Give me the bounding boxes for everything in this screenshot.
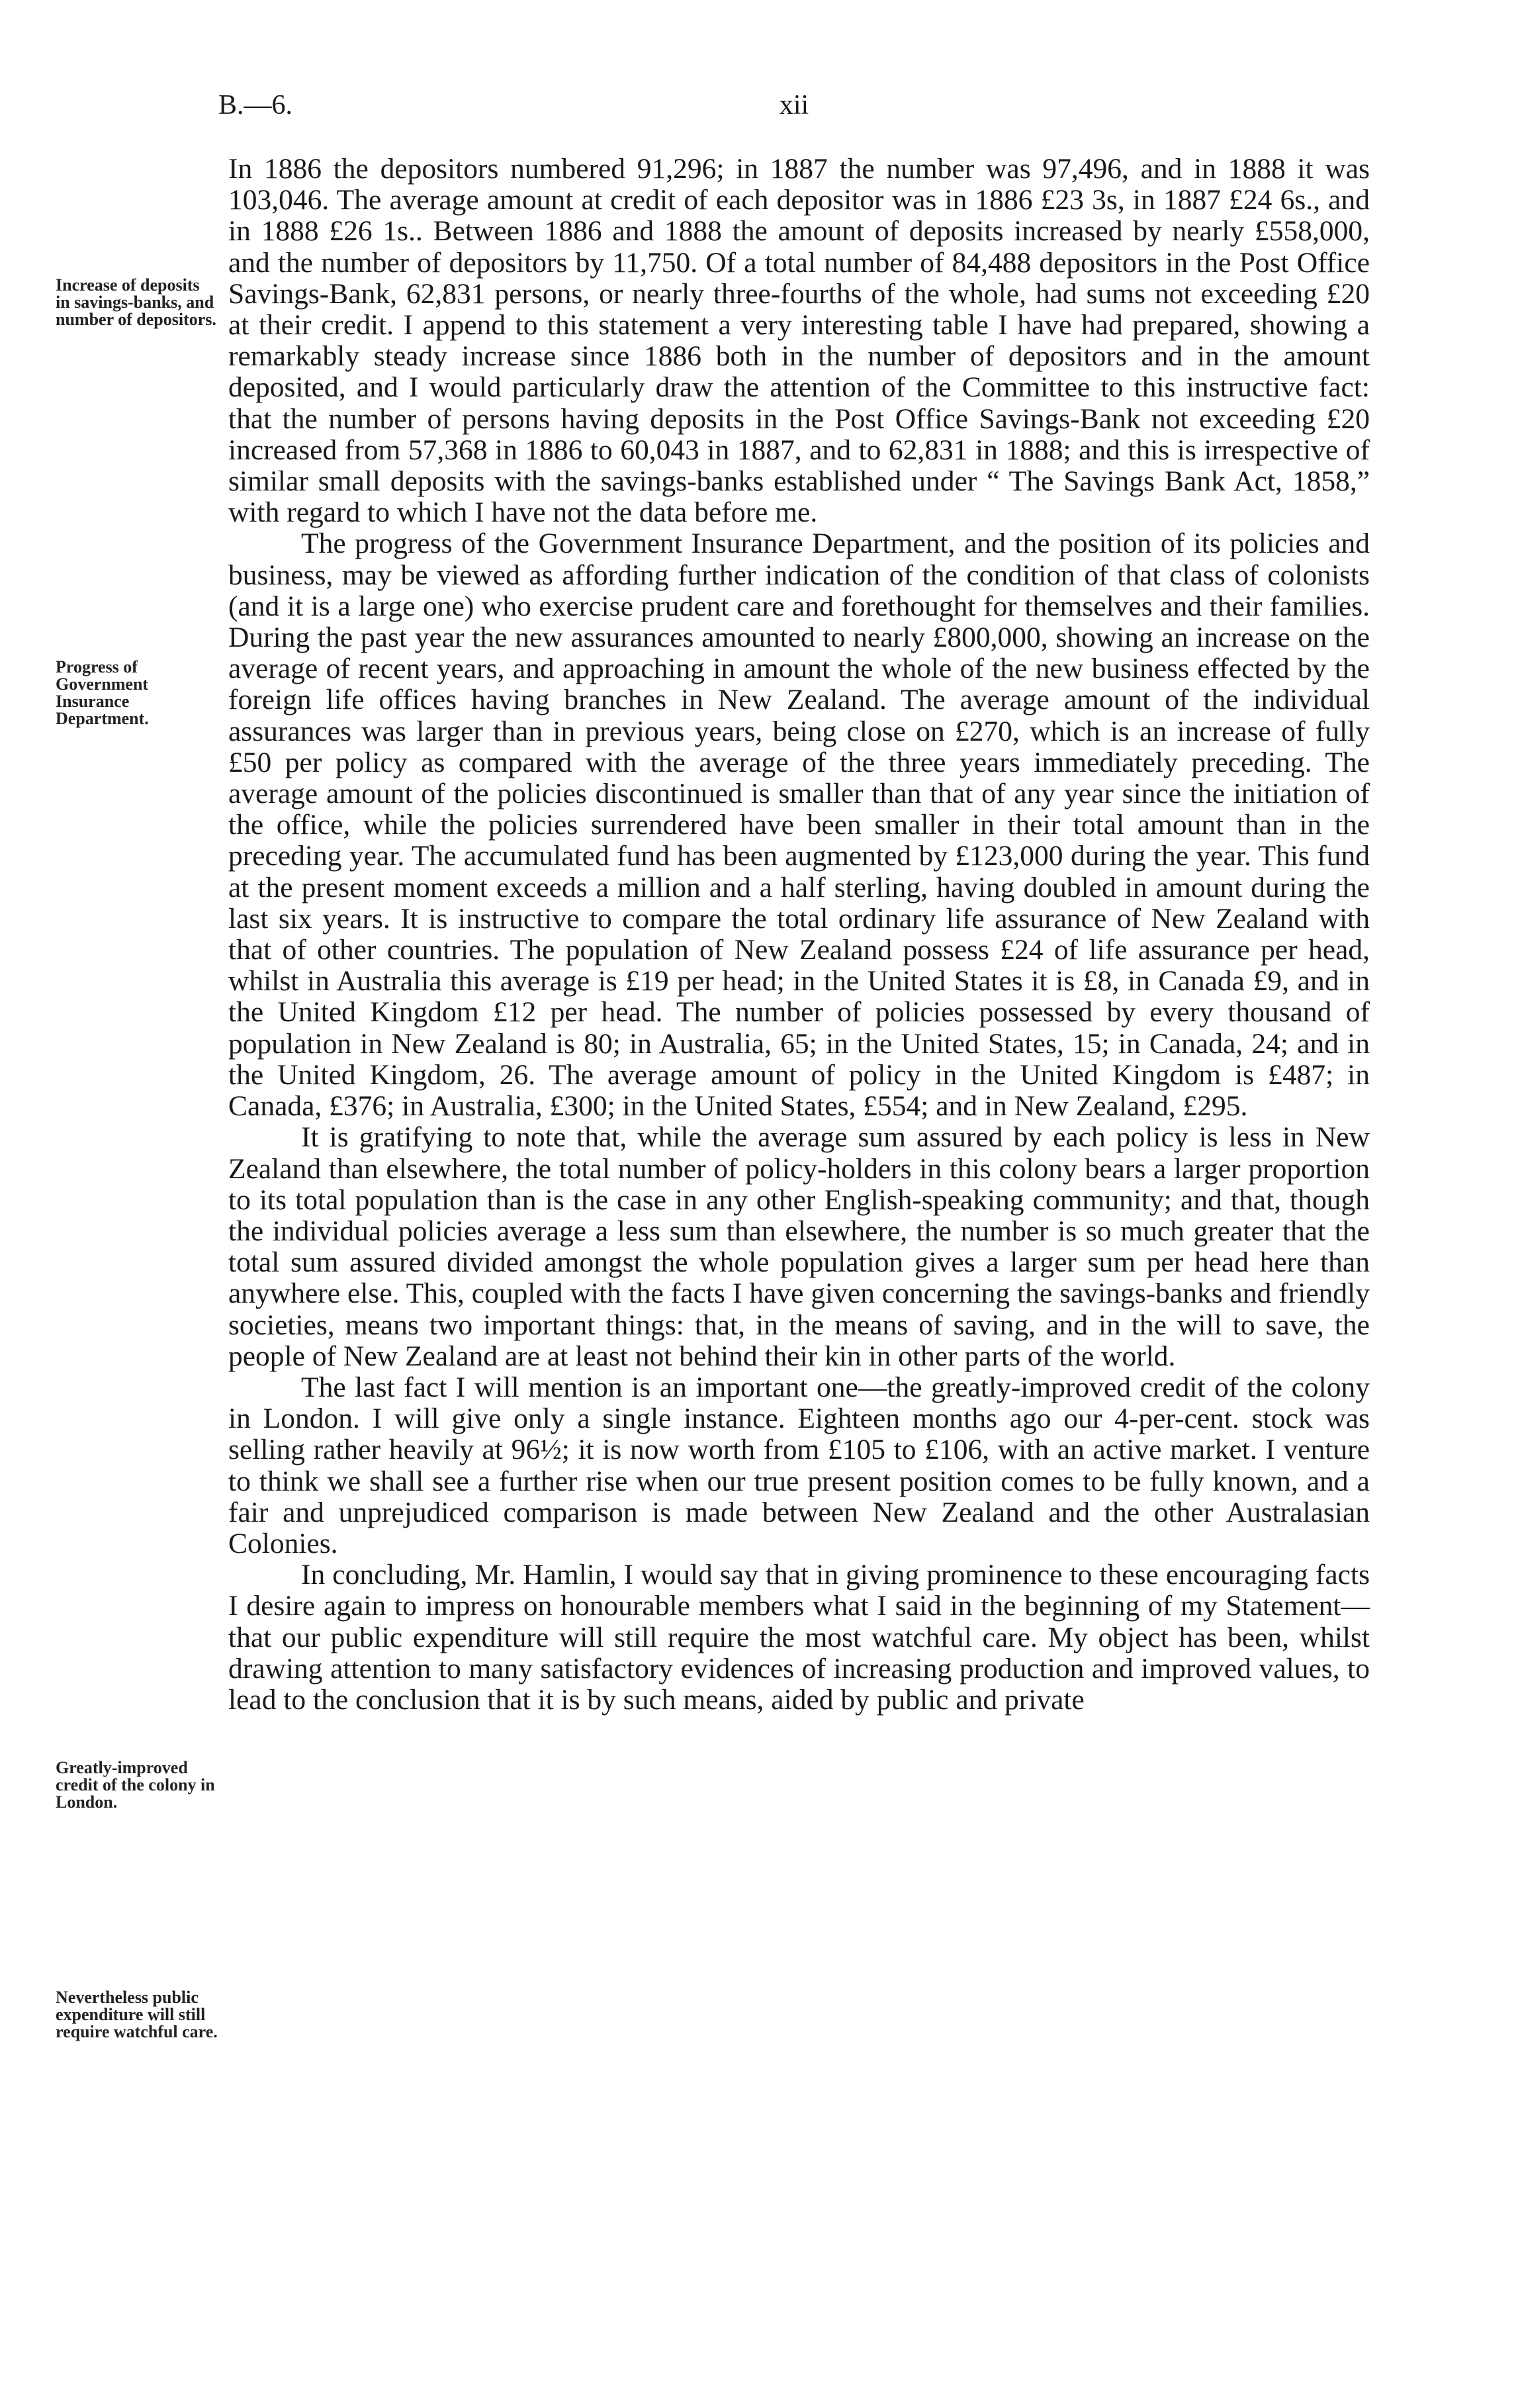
margin-note-savings-banks: Increase of deposits in savings-banks, and number of depositors. [56, 275, 216, 329]
paragraph-policy-holders: It is gratifying to note that, while the average sum assured by each policy is less in New Zealand than elsewhere, the total number of policy-holders in this colony bears a larger proportion to its total population than is the case in any other English-speaking community; and that, though the individual policies average a less sum than elsewhere, the number is so much greater that the total sum assured divided amongst the whole population gives a larger sum per head here than anywhere else. This, coupled with the facts I have given concerning the savings-banks and friendly societies, means two important things: that, in the means of saving, and in the will to save, the people of New Zealand are at least not behind their kin in other parts of the world. [228, 1121, 1370, 1372]
paragraph-concluding: In concluding, Mr. Hamlin, I would say that in giving prominence to these encouraging facts I desire again to impress on honourable members what I said in the beginning of my Statement—that our public expenditure will still require the most watchful care. My object has been, whilst drawing attention to many satisfactory evidences of increasing production and improved values, to lead to the conclusion that it is by such means, aided by public and private [228, 1559, 1370, 1716]
margin-note-insurance-department: Progress of Government Insurance Department. [56, 657, 149, 728]
document-reference: B.—6. [218, 90, 293, 120]
margin-note-colony-credit: Greatly-improved credit of the colony in London. [56, 1758, 215, 1812]
main-text [228, 154, 1370, 1716]
page-number: xii [779, 90, 809, 120]
paragraph-colony-credit: The last fact I will mention is an important one—the greatly-improved credit of the colony in London. I will give only a single instance. Eighteen months ago our 4-per-cent. stock was selling rather heavily at 96½; it is now worth from £105 to £106, with an active market. I venture to think we shall see a further rise when our true present position comes to be fully known, and a fair and unprejudiced comparison is made between New Zealand and the other Australasian Colonies. [228, 1371, 1370, 1559]
paragraph-insurance-department: The progress of the Government Insurance Department, and the position of its policies and business, may be viewed as affording further indication of the condition of that class of colonists (and it is a large one) who exercise prudent care and forethought for themselves and their families. During the past year the new assurances amounted to nearly £800,000, showing an increase on the average of recent years, and approaching in amount the whole of the new business effected by the foreign life offices having branches in New Zealand. The average amount of the individual assurances was larger than in previous years, being close on £270, which is an increase of fully £50 per policy as compared with the average of the three years immediately preceding. The average amount of the policies discontinued is smaller than that of any year since the initiation of the office, while the policies surrendered have been smaller in their total amount than in the preceding year. The accumulated fund has been augmented by £123,000 during the year. This fund at the present moment exceeds a million and a half sterling, having doubled in amount during the last six years. It is instructive to compare the total ordinary life assurance of New Zealand with that of other countries. The population of New Zealand possess £24 of life assurance per head, whilst in Australia this average is £19 per head; in the United States it is £8, in Canada £9, and in the United Kingdom £12 per head. The number of policies possessed by every thousand of population in New Zealand is 80; in Australia, 65; in the United States, 15; in Canada, 24; and in the United Kingdom, 26. The average amount of policy in the United Kingdom is £487; in Canada, £376; in Australia, £300; in the United States, £554; and in New Zealand, £295. [228, 528, 1370, 1123]
paragraph-savings-banks: In 1886 the depositors numbered 91,296; in 1887 the number was 97,496, and in 1888 it was 103,046. The average amount at credit of each depositor was in 1886 £23 3s, in 1887 £24 6s., and in 1888 £26 1s.. Between 1886 and 1888 the amount of deposits increased by nearly £558,000, and the number of depositors by 11,750. Of a total number of 84,488 depositors in the Post Office Savings-Bank, 62,831 persons, or nearly three-fourths of the whole, had sums not exceeding £20 at their credit. I append to this statement a very interesting table I have had prepared, showing a remarkably steady increase since 1886 both in the number of depositors and in the amount deposited, and I would particularly draw the attention of the Committee to this instructive fact: that the number of persons having deposits in the Post Office Savings-Bank not exceeding £20 increased from 57,368 in 1886 to 60,043 in 1887, and to 62,831 in 1888; and this is irrespective of similar small deposits with the savings-banks established under “ The Savings Bank Act, 1858,” with regard to which I have not the data before me. [228, 153, 1370, 529]
margin-note-public-expenditure: Nevertheless public expenditure will still require watchful care. [56, 1988, 218, 2041]
page-header [218, 89, 1370, 129]
